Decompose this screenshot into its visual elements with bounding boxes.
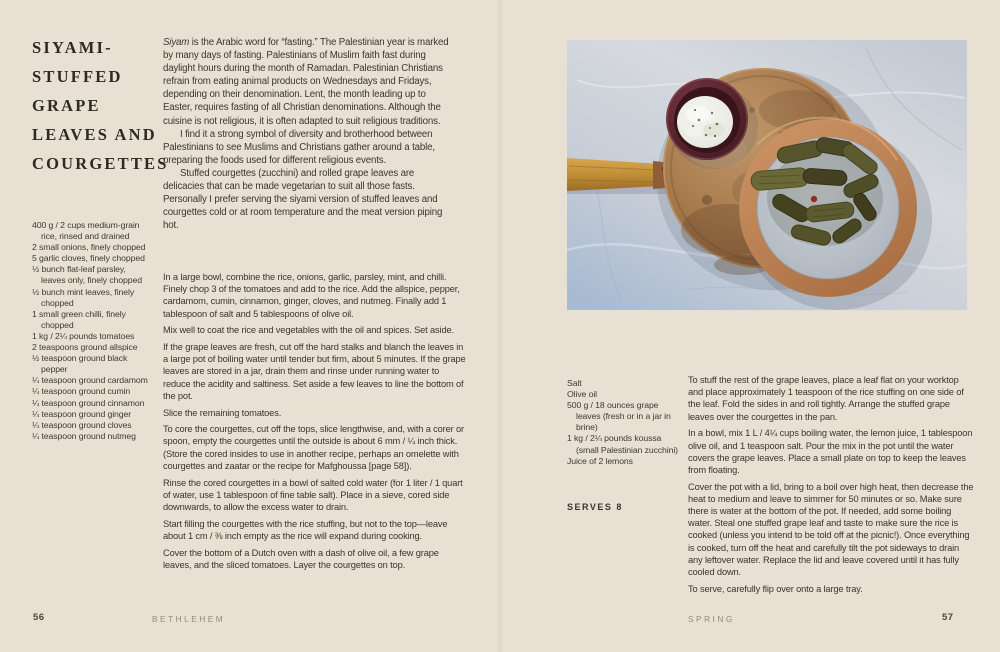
recipe-title-line: STUFFED xyxy=(32,67,123,86)
instructions-left xyxy=(163,271,469,575)
chilli-garnish xyxy=(811,196,817,202)
ingredient-item: ½ bunch flat-leaf parsley, leaves only, finely chopped xyxy=(32,264,142,286)
ingredient-item: 1 small green chilli, finely chopped xyxy=(32,308,126,330)
intro-paragraph xyxy=(163,36,455,128)
instruction-paragraph: Rinse the cored courgettes in a bowl of salted cold water (for 1 liter / 1 quart of water, use 1 tablespoon of fine table salt). Place in a sieve, cored side downwards, to allow the excess water to drain. xyxy=(163,477,463,512)
recipe-title xyxy=(32,33,169,178)
instruction-paragraph: In a large bowl, combine the rice, onions, garlic, parsley, mint, and chilli. Finely chop 3 of the tomatoes and add to the rice. Add the allspice, pepper, cardamom, cumin, cinnamon, ginger, cloves, and nutmeg. Finally add 1 tablespoon of salt and 5 tablespoons of olive oil. xyxy=(163,272,460,319)
ingredient-item: 1 kg / 2¼ pounds koussa (small Palestinian zucchini) xyxy=(567,433,678,455)
running-head-left: BETHLEHEM xyxy=(152,614,226,624)
ingredient-item: ¼ teaspoon ground cumin xyxy=(32,386,131,397)
ingredient-item: ¼ teaspoon ground ginger xyxy=(32,408,132,419)
serves-label: SERVES 8 xyxy=(567,502,623,512)
instruction-paragraph: Mix well to coat the rice and vegetables with the oil and spices. Set aside. xyxy=(163,325,454,336)
ingredient-item: ½ bunch mint leaves, finely chopped xyxy=(32,286,135,308)
recipe-title-line: COURGETTES xyxy=(32,154,169,173)
instruction-paragraph: To serve, carefully flip over onto a large tray. xyxy=(688,583,863,594)
intro-paragraph: Stuffed courgettes (zucchini) and rolled grape leaves are delicacies that can be made vegetarian to suit all those fasts. Personally I prefer serving the siyami version of stuffed leaves and courgettes cold or at room temperature and the meat version piping hot. xyxy=(163,167,443,232)
intro-paragraph-text: is the Arabic word for “fasting.” The Palestinian year is marked by many days of fasting. Palestinians of Muslim faith fast during daylight hours during the month of Ramadan. Palestinian Christians refrain from eating animal products on Wednesdays and Fridays, depending on their denomination. Lent, the month leading up to Easter, requires fasting of all Christian denominations. Although the cuisine is not religious, it is often adapted to suit religious traditions. xyxy=(163,37,449,127)
running-head-right: SPRING xyxy=(688,614,735,624)
ingredient-item: Juice of 2 lemons xyxy=(567,455,633,466)
recipe-photo xyxy=(567,40,967,310)
ingredient-item: ¼ teaspoon ground cardamom xyxy=(32,375,148,386)
recipe-title-line: GRAPE xyxy=(32,96,101,115)
instruction-paragraph: Cover the bottom of a Dutch oven with a dash of olive oil, a few grape leaves, and the sliced tomatoes. Layer the courgettes on top. xyxy=(163,547,439,570)
ingredient-item: 5 garlic cloves, finely chopped xyxy=(32,253,145,264)
ingredient-item: Salt xyxy=(567,378,582,388)
intro-paragraph: I find it a strong symbol of diversity and brotherhood between Palestinians to see Muslims and Christians gather around a table, preparing the foods used for different religious events. xyxy=(163,128,435,166)
ingredient-item: ¼ teaspoon ground nutmeg xyxy=(32,430,136,441)
instruction-paragraph: Cover the pot with a lid, bring to a boil over high heat, then decrease the heat to medium and leave to simmer for 50 minutes or so. Make sure there is water at the bottom of the pot. If needed, add some boiling water. Steal one stuffed grape leaf and taste to make sure the rice is cooked (unless you intend to be told off at the picnic!). Once everything is cooked, turn off the heat and carefully tilt the pot sideways to drain any leftover water. Replace the lid and leave covered until it has fully cooled down. xyxy=(688,481,974,578)
intro-text xyxy=(163,36,455,232)
instruction-paragraph: To stuff the rest of the grape leaves, place a leaf flat on your worktop and place approximately 1 teaspoon of the rice stuffing on one side of the leaf. Fold the sides in and roll tightly. Arrange the stuffed grape leaves over the courgettes in the pan. xyxy=(688,375,964,422)
ingredient-item: 2 teaspoons ground allspice xyxy=(32,342,138,353)
ingredient-item: ½ teaspoon ground black pepper xyxy=(32,353,128,375)
page-number-right: 57 xyxy=(942,612,954,623)
instruction-paragraph: Start filling the courgettes with the rice stuffing, but not to the top—leave about 1 cm / ⅜ inch empty as the rice will expand during cooking. xyxy=(163,518,448,541)
recipe-title-line: LEAVES AND xyxy=(32,125,157,144)
instruction-paragraph: If the grape leaves are fresh, cut off the hard stalks and blanch the leaves in a large pot of boiling water until tender but firm, about 5 minutes. If the grape leaves are stored in a jar, drain them and rinse under running water to reduce the acidity and saltiness. Set aside a few leaves to line the bottom of the pot. xyxy=(163,342,466,401)
ingredient-item: ¼ teaspoon ground cinnamon xyxy=(32,397,145,408)
ingredient-item: 1 kg / 2¼ pounds tomatoes xyxy=(32,330,135,341)
ingredient-item: 2 small onions, finely chopped xyxy=(32,242,146,253)
instruction-paragraph: In a bowl, mix 1 L / 4¼ cups boiling water, the lemon juice, 1 tablespoon olive oil, and 1 teaspoon salt. Pour the mix in the pot until the water covers the grape leaves. Place a small plate on top to keep the leaves from floating. xyxy=(688,428,973,475)
book-gutter xyxy=(496,0,504,652)
page-number-left: 56 xyxy=(33,612,45,623)
ingredients-list-left xyxy=(32,220,148,442)
instruction-paragraph: Slice the remaining tomatoes. xyxy=(163,407,282,418)
ingredient-item: ¼ teaspoon ground cloves xyxy=(32,419,132,430)
ingredients-list-right xyxy=(567,378,681,467)
ingredient-item: 500 g / 18 ounces grape leaves (fresh or in a jar in brine) xyxy=(567,400,671,433)
instructions-right xyxy=(688,374,976,599)
italic-lead-word: Siyam xyxy=(163,37,190,48)
recipe-title-line: SIYAMI- xyxy=(32,38,113,57)
instruction-paragraph: To core the courgettes, cut off the tops, slice lengthwise, and, with a corer or spoon, empty the courgettes until the outside is about 6 mm / ¼ inch thick. (Store the cored insides to use in another recipe, perhaps an omelette with courgettes and zaatar or the recipe for Mafghoussa [page 58]). xyxy=(163,424,464,471)
ingredient-item: 400 g / 2 cups medium-grain rice, rinsed and drained xyxy=(32,220,140,242)
ingredient-item: Olive oil xyxy=(567,389,597,400)
